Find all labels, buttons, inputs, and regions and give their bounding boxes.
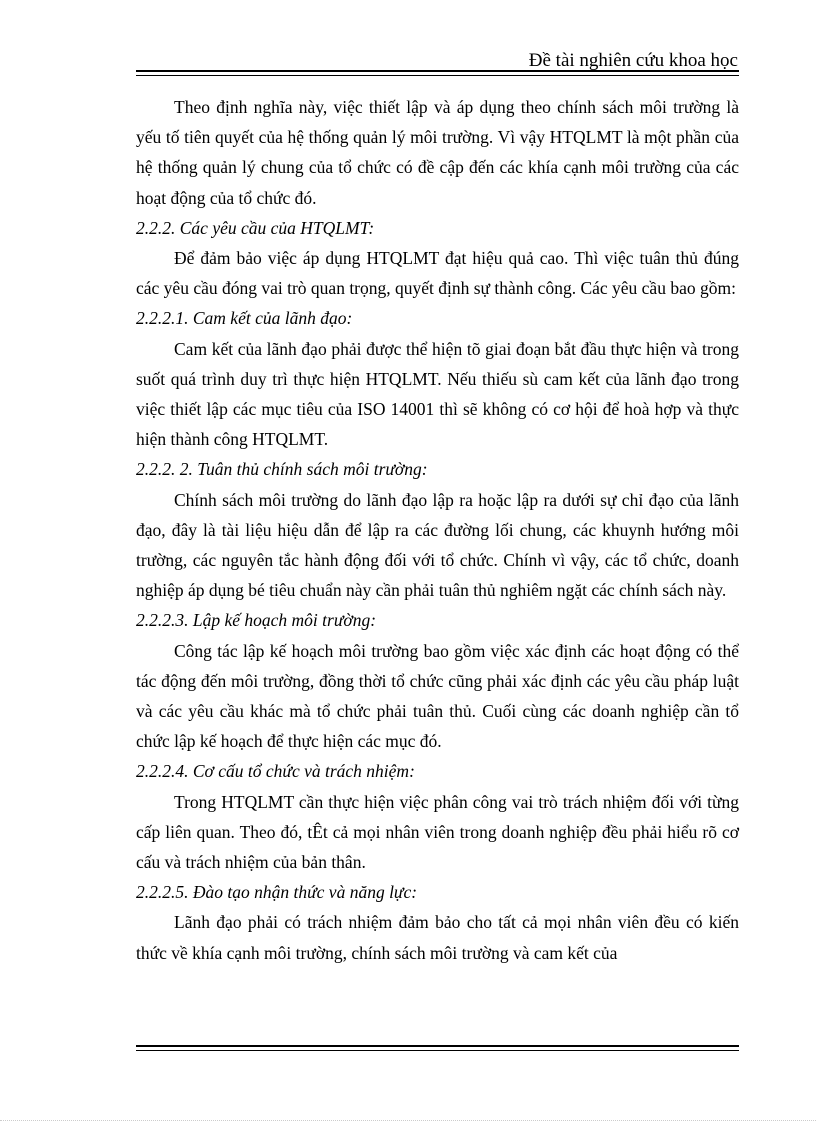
section-heading: 2.2.2.3. Lập kế hoạch môi trường: <box>136 610 377 631</box>
paragraph: Cam kết của lãnh đạo phải được thể hiện tõ giai đoạn bắt đầu thực hiện và trong suốt quá trình duy trì thực hiện HTQLMT. Nếu thiếu sù cam kết của lãnh đạo trong việc thiết lập các mục tiêu của ISO 14001 thì sẽ không có cơ hội để hoà hợp và thực hiện thành công HTQLMT. <box>136 338 739 450</box>
section-heading: 2.2.2.1. Cam kết của lãnh đạo: <box>136 308 353 329</box>
section-heading: 2.2.2.5. Đào tạo nhận thức và năng lực: <box>136 882 418 903</box>
paragraph: Chính sách môi trường do lãnh đạo lập ra hoặc lập ra dưới sự chỉ đạo của lãnh đạo, đây là tài liệu hiệu dẫn để lập ra các đường lối chung, các khuynh hướng môi trường, các nguyên tắc hành động đối với tổ chức. Chính vì vậy, các tổ chức, doanh nghiệp áp dụng bé tiêu chuẩn này cần phải tuân thủ nghiêm ngặt các chính sách này. <box>136 489 739 601</box>
paragraph: Theo định nghĩa này, việc thiết lập và áp dụng theo chính sách môi trường là yếu tố tiên quyết của hệ thống quản lý môi trường. Vì vậy HTQLMT là một phần của hệ thống quản lý chung của tổ chức có đề cập đến các khía cạnh môi trường của các hoạt động của tổ chức đó. <box>136 97 739 208</box>
section-heading: 2.2.2. Các yêu cầu của HTQLMT: <box>136 217 375 238</box>
paragraph: Để đảm bảo việc áp dụng HTQLMT đạt hiệu quả cao. Thì việc tuân thủ đúng các yêu cầu đóng vai trò quan trọng, quyết định sự thành công. Các yêu cầu bao gồm: <box>136 248 739 299</box>
footer-rule <box>136 1045 739 1051</box>
header-rule <box>136 70 739 76</box>
paragraph: Công tác lập kế hoạch môi trường bao gồm việc xác định các hoạt động có thể tác động đến môi trường, đồng thời tổ chức cũng phải xác định các yêu cầu pháp luật và các yêu cầu khác mà tổ chức phải tuân thủ. Cuối cùng các doanh nghiệp cần tổ chức lập kế hoạch để thực hiện các mục đó. <box>136 640 739 752</box>
section-heading: 2.2.2. 2. Tuân thủ chính sách môi trường: <box>136 459 428 480</box>
section-heading: 2.2.2.4. Cơ cấu tổ chức và trách nhiệm: <box>136 761 415 782</box>
page-header-title: Đề tài nghiên cứu khoa học <box>528 50 738 71</box>
document-body <box>136 92 739 968</box>
paragraph: Lãnh đạo phải có trách nhiệm đảm bảo cho tất cả mọi nhân viên đều có kiến thức về khía cạnh môi trường, chính sách môi trường và cam kết của <box>136 912 739 963</box>
paragraph: Trong HTQLMT cần thực hiện việc phân công vai trò trách nhiệm đối với từng cấp liên quan. Theo đó, tÊt cả mọi nhân viên trong doanh nghiệp đều phải hiểu rõ cơ cấu và trách nhiệm của bản thân. <box>136 791 739 873</box>
page-edge-dots <box>0 1120 816 1121</box>
